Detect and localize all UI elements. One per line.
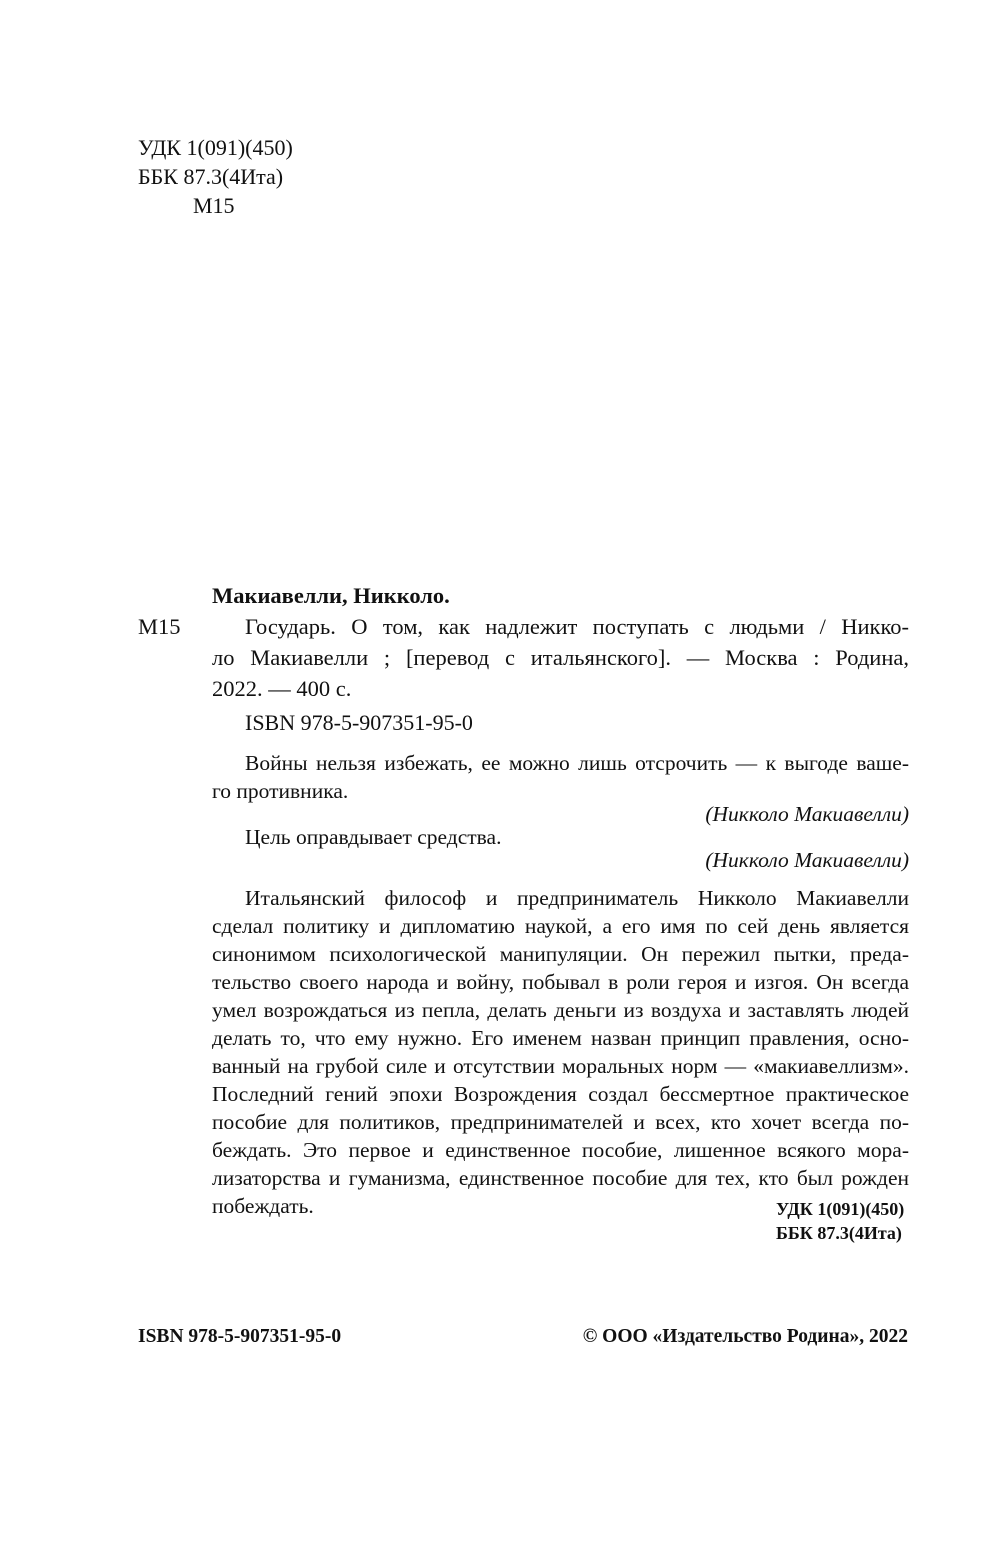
header-author-mark: М15 <box>193 193 235 218</box>
quote-attribution: (Никколо Макиавелли) <box>705 802 909 826</box>
description-line: пособие для политиков, предпринимателей и всех, кто хочет всегда по- <box>212 1110 909 1134</box>
header-udk: УДК 1(091)(450) <box>138 135 293 160</box>
footer-copyright: © ООО «Издательство Родина», 2022 <box>582 1326 908 1347</box>
record-author: Макиавелли, Никколо. <box>212 583 450 608</box>
header-bbk: ББК 87.3(4Ита) <box>138 164 284 189</box>
record-isbn: ISBN 978-5-907351-95-0 <box>245 710 473 735</box>
record-author-mark: М15 <box>138 614 181 639</box>
description-line: сделал политику и дипломатию наукой, а его имя по сей день является <box>212 914 909 938</box>
description-line: Последний гений эпохи Возрождения создал бессмертное практическое <box>212 1082 909 1106</box>
quote-attribution: (Никколо Макиавелли) <box>705 848 909 872</box>
record-title-line: Государь. О том, как надлежит поступать с людьми / Никко- <box>245 614 909 639</box>
description-line: Итальянский философ и предприниматель Никколо Макиавелли <box>245 886 909 910</box>
description-line: делать то, что ему нужно. Его именем назван принцип правления, осно- <box>212 1026 909 1050</box>
classification-bbk: ББК 87.3(4Ита) <box>776 1223 902 1243</box>
description-line: тельство своего народа и войну, побывал в роли героя и изгоя. Он всегда <box>212 970 909 994</box>
description-line: умел возрождаться из пепла, делать деньги из воздуха и заставлять людей <box>212 998 909 1022</box>
description-paragraph <box>212 884 909 1220</box>
description-line: синонимом психологической манипуляции. Он пережил пытки, преда- <box>212 942 909 966</box>
quote-line: Войны нельзя избежать, ее можно лишь отсрочить — к выгоде ваше- <box>245 751 909 775</box>
description-line: беждать. Это первое и единственное пособие, лишенное всякого мора- <box>212 1138 909 1162</box>
description-line: лизаторства и гуманизма, единственное пособие для тех, кто был рожден <box>212 1166 909 1190</box>
record-title-line: 2022. — 400 с. <box>212 676 352 701</box>
footer-isbn: ISBN 978-5-907351-95-0 <box>138 1326 342 1347</box>
quote-line: Цель оправдывает средства. <box>245 825 502 849</box>
quote-line: го противника. <box>212 779 349 803</box>
description-line: ванный на грубой силе и отсутствии моральных норм — «макиавеллизм». <box>212 1054 909 1078</box>
record-title-line: ло Макиавелли ; [перевод с итальянского]. — Москва : Родина, <box>212 645 909 670</box>
description-line: побеждать. <box>212 1194 314 1218</box>
classification-udk: УДК 1(091)(450) <box>776 1199 905 1219</box>
